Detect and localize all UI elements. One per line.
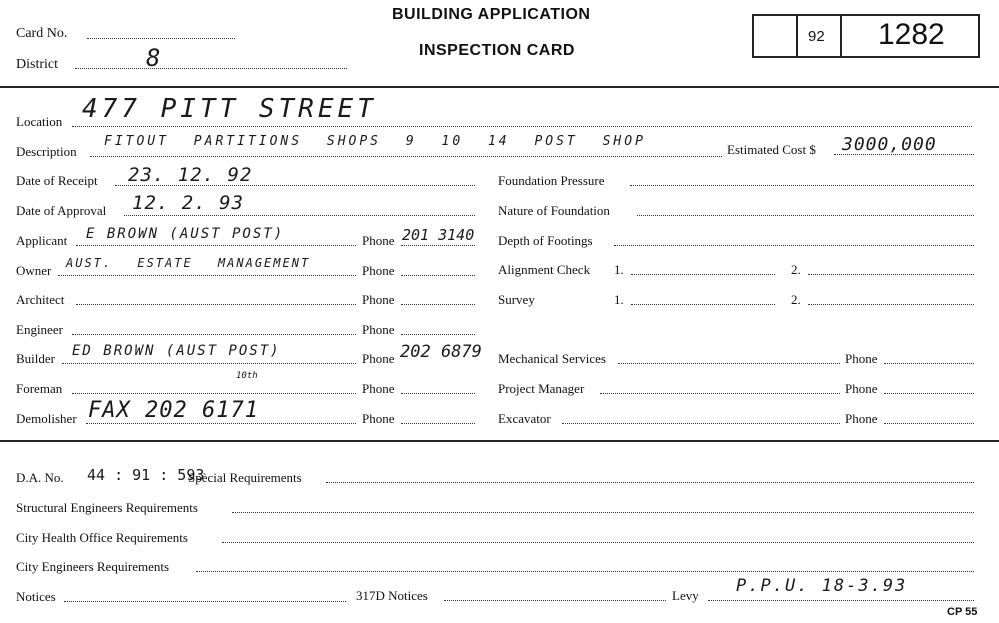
engineer-phone-label: Phone bbox=[362, 322, 395, 337]
builder-phone-label: Phone bbox=[362, 351, 395, 366]
levy-field[interactable] bbox=[708, 600, 974, 601]
city-engineers-field[interactable] bbox=[196, 571, 974, 572]
city-health-field[interactable] bbox=[222, 542, 974, 543]
structural-engineers-field[interactable] bbox=[232, 512, 974, 513]
foreman-note: 10th bbox=[236, 371, 258, 381]
date-receipt-label: Date of Receipt bbox=[16, 173, 98, 188]
da-no-value: 44 : 91 : 593 bbox=[87, 466, 205, 484]
builder-label: Builder bbox=[16, 351, 55, 366]
depth-footings-label: Depth of Footings bbox=[498, 233, 593, 248]
location-value: 477 PITT STREET bbox=[82, 94, 377, 124]
architect-field[interactable] bbox=[76, 304, 356, 305]
alignment-check-2-field[interactable] bbox=[808, 274, 974, 275]
date-approval-field[interactable] bbox=[124, 215, 475, 216]
applicant-phone-field[interactable] bbox=[401, 245, 475, 246]
da-no-label: D.A. No. bbox=[16, 470, 64, 485]
district-value: 8 bbox=[146, 44, 162, 72]
demolisher-phone-field[interactable] bbox=[401, 423, 475, 424]
form-title-line2: INSPECTION CARD bbox=[419, 42, 575, 59]
architect-label: Architect bbox=[16, 292, 65, 307]
excavator-phone-field[interactable] bbox=[884, 423, 974, 424]
owner-value: AUST. ESTATE MANAGEMENT bbox=[66, 256, 311, 270]
description-field[interactable] bbox=[90, 156, 722, 157]
mechanical-services-label: Mechanical Services bbox=[498, 351, 606, 366]
card-no-field[interactable] bbox=[87, 38, 235, 39]
applicant-phone-value: 201 3140 bbox=[402, 226, 475, 244]
demolisher-value: FAX 202 6171 bbox=[88, 398, 259, 423]
levy-value: P.P.U. 18-3.93 bbox=[736, 576, 908, 596]
date-approval-value: 12. 2. 93 bbox=[132, 192, 244, 214]
form-code: CP 55 bbox=[947, 606, 978, 618]
foreman-field[interactable] bbox=[72, 393, 356, 394]
estimated-cost-value: 3000,000 bbox=[842, 134, 937, 155]
builder-field[interactable] bbox=[62, 363, 356, 364]
owner-field[interactable] bbox=[58, 275, 356, 276]
applicant-label: Applicant bbox=[16, 233, 68, 248]
alignment-check-label: Alignment Check bbox=[498, 262, 591, 277]
excavator-field[interactable] bbox=[562, 423, 840, 424]
survey-1-label: 1. bbox=[614, 292, 624, 307]
notices-317d-label: 317D Notices bbox=[356, 588, 428, 603]
excavator-label: Excavator bbox=[498, 411, 551, 426]
engineer-label: Engineer bbox=[16, 322, 63, 337]
builder-phone-value: 202 6879 bbox=[400, 342, 482, 362]
card-year: 92 bbox=[808, 28, 825, 45]
depth-footings-field[interactable] bbox=[614, 245, 974, 246]
card-year-cell bbox=[798, 16, 842, 56]
applicant-value: E BROWN (AUST POST) bbox=[86, 226, 285, 242]
notices-label: Notices bbox=[16, 589, 56, 604]
applicant-phone-label: Phone bbox=[362, 233, 395, 248]
notices-317d-field[interactable] bbox=[444, 600, 666, 601]
survey-2-field[interactable] bbox=[808, 304, 974, 305]
excavator-phone-label: Phone bbox=[845, 411, 878, 426]
survey-2-label: 2. bbox=[791, 292, 801, 307]
nature-foundation-label: Nature of Foundation bbox=[498, 203, 610, 218]
special-requirements-field[interactable] bbox=[326, 482, 974, 483]
alignment-check-2-label: 2. bbox=[791, 262, 801, 277]
owner-phone-field[interactable] bbox=[401, 275, 475, 276]
owner-label: Owner bbox=[16, 263, 52, 278]
date-receipt-value: 23. 12. 92 bbox=[128, 164, 253, 186]
description-value: FITOUT PARTITIONS SHOPS 9 10 14 POST SHOP bbox=[104, 134, 646, 149]
foreman-phone-field[interactable] bbox=[401, 393, 475, 394]
date-approval-label: Date of Approval bbox=[16, 203, 107, 218]
applicant-field[interactable] bbox=[76, 245, 356, 246]
city-engineers-label: City Engineers Requirements bbox=[16, 559, 170, 574]
estimated-cost-label: Estimated Cost $ bbox=[727, 142, 816, 157]
description-label: Description bbox=[16, 144, 77, 159]
top-divider bbox=[0, 86, 999, 88]
foundation-pressure-field[interactable] bbox=[630, 185, 974, 186]
project-manager-phone-field[interactable] bbox=[884, 393, 974, 394]
levy-label: Levy bbox=[672, 588, 699, 603]
owner-phone-label: Phone bbox=[362, 263, 395, 278]
card-number-box bbox=[752, 14, 980, 58]
project-manager-field[interactable] bbox=[600, 393, 840, 394]
demolisher-field[interactable] bbox=[86, 423, 356, 424]
engineer-phone-field[interactable] bbox=[401, 334, 475, 335]
demolisher-label: Demolisher bbox=[16, 411, 77, 426]
foreman-label: Foreman bbox=[16, 381, 63, 396]
location-label: Location bbox=[16, 114, 63, 129]
nature-foundation-field[interactable] bbox=[637, 215, 974, 216]
mechanical-phone-field[interactable] bbox=[884, 363, 974, 364]
card-number-empty-cell bbox=[754, 16, 798, 56]
card-number-cell bbox=[842, 16, 978, 56]
special-requirements-label: Spècial Requirements bbox=[188, 470, 302, 485]
foundation-pressure-label: Foundation Pressure bbox=[498, 173, 605, 188]
survey-1-field[interactable] bbox=[631, 304, 775, 305]
architect-phone-field[interactable] bbox=[401, 304, 475, 305]
survey-label: Survey bbox=[498, 292, 535, 307]
district-field[interactable] bbox=[75, 68, 347, 69]
project-manager-label: Project Manager bbox=[498, 381, 585, 396]
architect-phone-label: Phone bbox=[362, 292, 395, 307]
engineer-field[interactable] bbox=[72, 334, 356, 335]
card-no-label: Card No. bbox=[16, 26, 68, 41]
bottom-divider bbox=[0, 440, 999, 442]
foreman-phone-label: Phone bbox=[362, 381, 395, 396]
city-health-label: City Health Office Requirements bbox=[16, 530, 188, 545]
district-label: District bbox=[16, 57, 58, 72]
location-field[interactable] bbox=[72, 126, 972, 127]
structural-engineers-label: Structural Engineers Requirements bbox=[16, 500, 198, 515]
alignment-check-1-field[interactable] bbox=[631, 274, 775, 275]
mechanical-phone-label: Phone bbox=[845, 351, 878, 366]
form-title-line1: BUILDING APPLICATION bbox=[392, 6, 591, 23]
alignment-check-1-label: 1. bbox=[614, 262, 624, 277]
notices-field[interactable] bbox=[64, 601, 346, 602]
mechanical-services-field[interactable] bbox=[618, 363, 840, 364]
builder-value: ED BROWN (AUST POST) bbox=[72, 343, 281, 359]
project-manager-phone-label: Phone bbox=[845, 381, 878, 396]
demolisher-phone-label: Phone bbox=[362, 411, 395, 426]
card-number: 1282 bbox=[878, 18, 945, 51]
